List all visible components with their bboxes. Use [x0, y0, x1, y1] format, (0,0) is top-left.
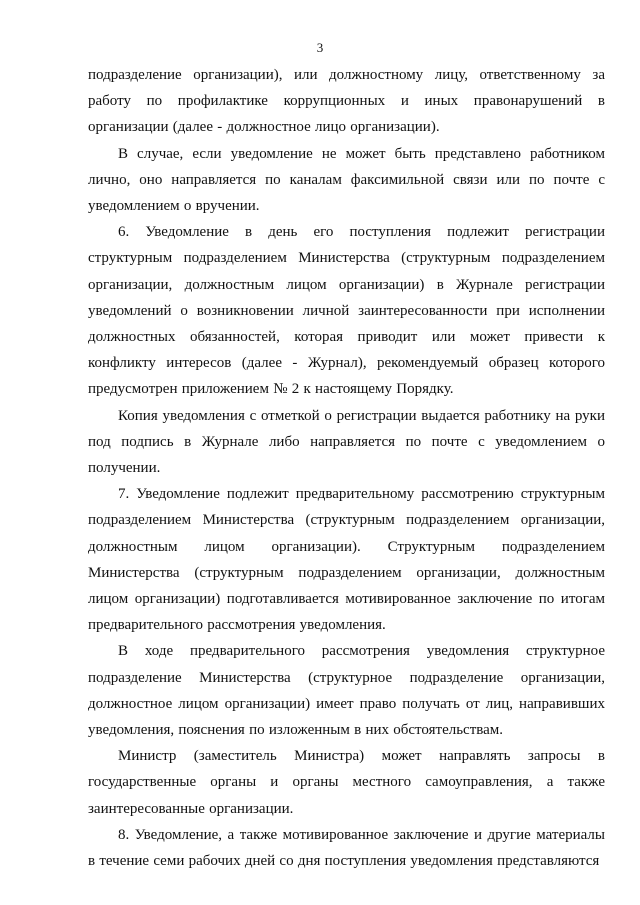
paragraph-minister-requests: Министр (заместитель Министра) может направлять запросы в государственные органы и органы местного самоуправления, а также заинтересованные организации.: [88, 748, 605, 817]
paragraph-copy-issue: Копия уведомления с отметкой о регистрации выдается работнику на руки под подпись в Журнале либо направляется по почте с уведомлением о получении.: [88, 407, 605, 477]
document-body: [88, 62, 605, 874]
page-number: 3: [316, 40, 324, 55]
paragraph-item-8: 8. Уведомление, а также мотивированное заключение и другие материалы в течение семи рабочих дней со дня поступления уведомления представляются: [88, 826, 605, 870]
paragraph-continuation: подразделение организации), или должностному лицу, ответственному за работу по профилактике коррупционных и иных правонарушений в организации (далее - должностное лицо организации).: [88, 67, 605, 136]
paragraph-fax-delivery: В случае, если уведомление не может быть представлено работником лично, оно направляется по каналам факсимильной связи или по почте с уведомлением о вручении.: [88, 145, 605, 215]
paragraph-preliminary-review: В ходе предварительного рассмотрения уведомления структурное подразделение Министерства (структурное подразделение организации, должностное лицом организации) имеет право получать от лиц, направивших уведомления, пояснения по изложенным в них обстоятельствам.: [88, 643, 605, 739]
paragraph-item-7: 7. Уведомление подлежит предварительному рассмотрению структурным подразделением Министерства (структурным подразделением организации, должностным лицом организации). Структурным подразделением Министерства (структурным подразделением организации, должностным лицом организации) подготавливается мотивированное заключение по итогам предварительного рассмотрения уведомления.: [88, 486, 605, 634]
paragraph-item-6: 6. Уведомление в день его поступления подлежит регистрации структурным подразделением Министерства (структурным подразделением организации, должностным лицом организации) в Журнале регистрации уведомлений о возникновении личной заинтересованности при исполнении должностных обязанностей, которая приводит или может привести к конфликту интересов (далее - Журнал), рекомендуемый образец которого предусмотрен приложением № 2 к настоящему Порядку.: [88, 224, 605, 398]
